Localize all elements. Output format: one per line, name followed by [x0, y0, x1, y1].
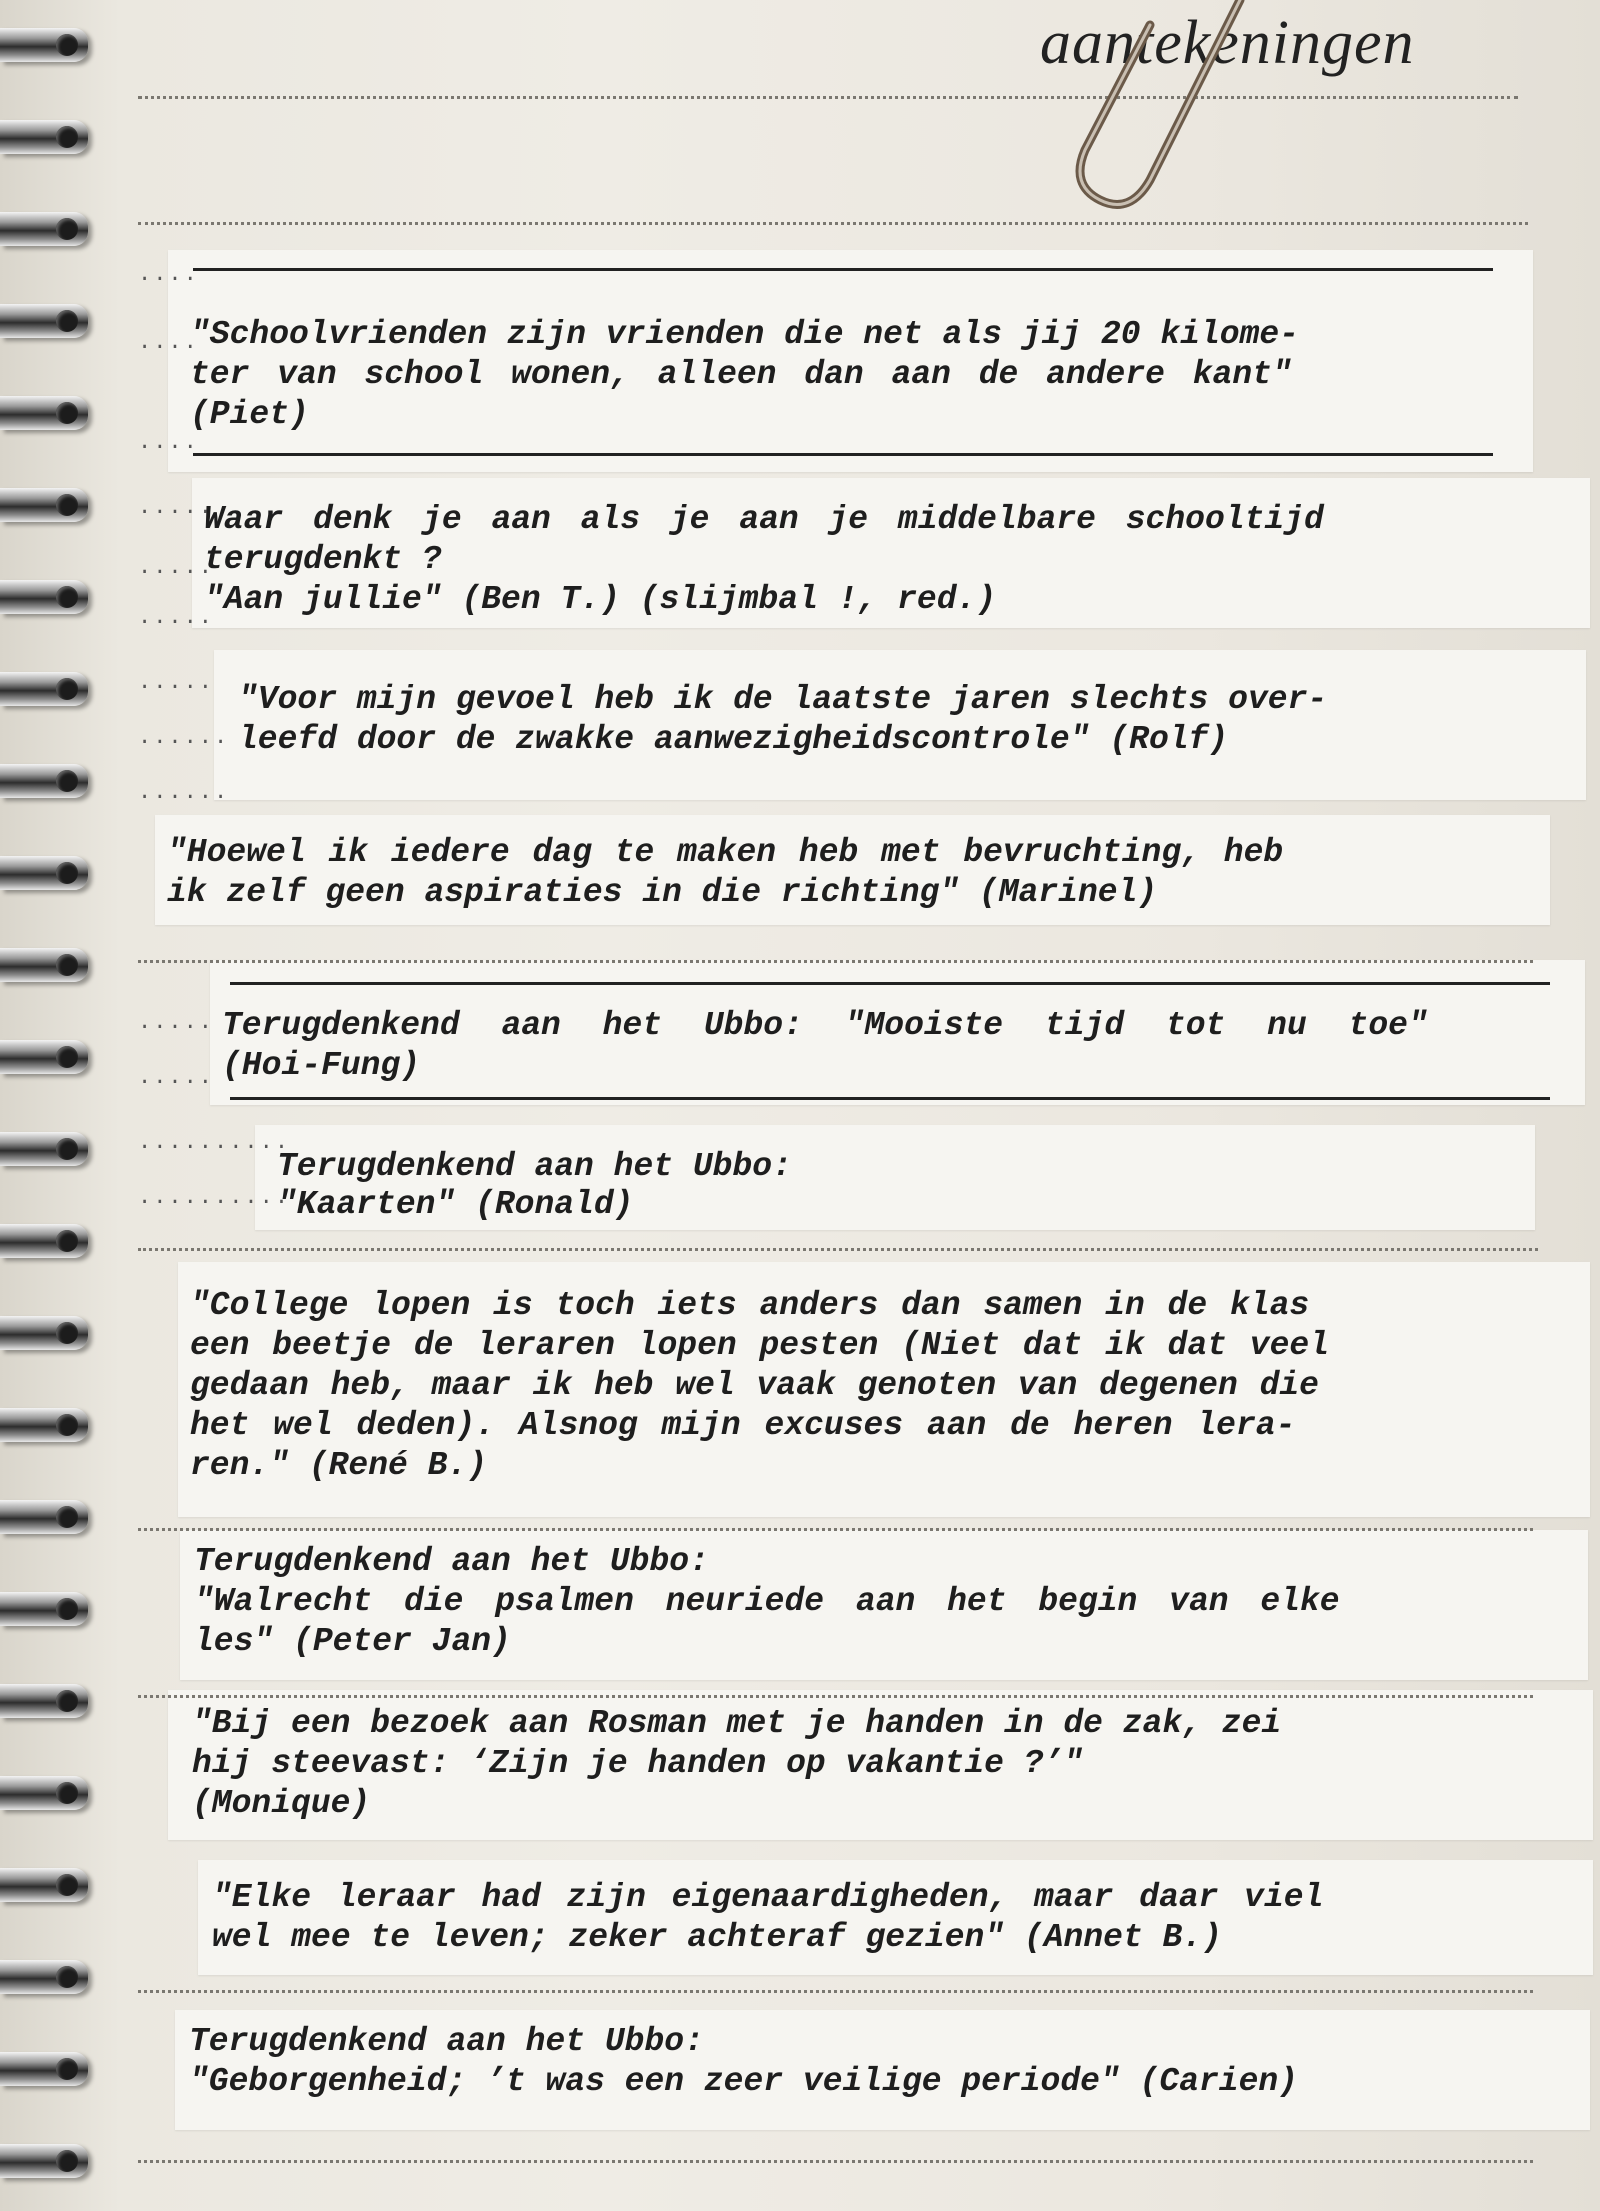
quote-line: Terugdenkend aan het Ubbo:: [194, 1543, 709, 1580]
quote-line: (Hoi-Fung): [222, 1047, 421, 1084]
spiral-coil: [0, 1868, 88, 1902]
quote-line: terugdenkt ?: [204, 541, 442, 578]
quote-slip: [168, 1690, 1593, 1840]
quote-line: (Piet): [190, 396, 309, 433]
spiral-coil: [0, 856, 88, 890]
paperclip-icon: [1030, 0, 1270, 230]
dotted-line: [138, 1528, 1533, 1531]
margin-dots: ....: [138, 330, 199, 355]
page-title: aantekeningen: [1040, 9, 1415, 77]
quote-line: (Monique): [192, 1785, 371, 1822]
quote-line: "Kaarten" (Ronald): [277, 1186, 634, 1223]
spiral-coil: [0, 1040, 88, 1074]
spiral-coil: [0, 2144, 88, 2178]
quote-line: "Schoolvrienden zijn vrienden die net als jij 20 kilome-: [190, 316, 1299, 353]
quote-line: "Elke leraar had zijn eigenaardigheden, maar daar viel: [212, 1879, 1324, 1916]
margin-dots: .....: [138, 605, 215, 630]
quote-line: "Aan jullie" (Ben T.) (slijmbal !, red.): [204, 581, 997, 618]
quote-line: "College lopen is toch iets anders dan samen in de klas: [190, 1287, 1310, 1324]
quote-slip: [175, 2010, 1590, 2130]
quote-line: "Bij een bezoek aan Rosman met je handen in de zak, zei: [192, 1705, 1282, 1742]
quote-slip: [214, 650, 1586, 800]
dotted-line: [138, 960, 1533, 963]
spiral-coil: [0, 1408, 88, 1442]
rule-line: [230, 1097, 1550, 1100]
quote-line: het wel deden). Alsnog mijn excuses aan de heren lera-: [190, 1407, 1296, 1444]
spiral-coil: [0, 120, 88, 154]
spiral-coil: [0, 1500, 88, 1534]
spiral-coil: [0, 488, 88, 522]
quote-line: wel mee te leven; zeker achteraf gezien" (Annet B.): [212, 1919, 1222, 1956]
quote-slip: [210, 960, 1585, 1105]
spiral-coil: [0, 1316, 88, 1350]
margin-dots: ....: [138, 262, 199, 287]
spiral-coil: [0, 304, 88, 338]
dotted-line: [138, 2160, 1533, 2163]
quote-line: "Hoewel ik iedere dag te maken heb met bevruchting, heb: [167, 834, 1284, 871]
spiral-coil: [0, 672, 88, 706]
quote-line: ter van school wonen, alleen dan aan de andere kant": [190, 356, 1292, 393]
spiral-binding: [0, 0, 110, 2211]
quote-slip: [198, 1860, 1593, 1975]
quote-slip: [180, 1530, 1588, 1680]
margin-dots: .....: [138, 1065, 215, 1090]
quote-slip: [178, 1262, 1590, 1517]
margin-dots: ......: [138, 780, 230, 805]
spiral-coil: [0, 396, 88, 430]
quote-slip: [168, 250, 1533, 472]
spiral-coil: [0, 1684, 88, 1718]
margin-dots: .....: [138, 495, 215, 520]
spiral-coil: [0, 1132, 88, 1166]
margin-dots: ....: [138, 430, 199, 455]
dotted-line: [138, 96, 1518, 99]
spiral-coil: [0, 1776, 88, 1810]
quote-line: les" (Peter Jan): [194, 1623, 511, 1660]
quote-line: hij steevast: ‘Zijn je handen op vakantie ?’": [192, 1745, 1084, 1782]
margin-dots: ..........: [138, 1185, 291, 1210]
dotted-line: [138, 222, 1528, 225]
margin-dots: .....: [138, 555, 215, 580]
quote-line: "Walrecht die psalmen neuriede aan het begin van elke: [194, 1583, 1340, 1620]
quote-slip: [255, 1125, 1535, 1230]
quote-line: ik zelf geen aspiraties in die richting" (Marinel): [167, 874, 1158, 911]
spiral-coil: [0, 948, 88, 982]
quote-line: "Geborgenheid; ’t was een zeer veilige periode" (Carien): [189, 2063, 1298, 2100]
quote-line: Terugdenkend aan het Ubbo: "Mooiste tijd tot nu toe": [222, 1007, 1428, 1044]
spiral-coil: [0, 1224, 88, 1258]
spiral-coil: [0, 212, 88, 246]
quote-line: leefd door de zwakke aanwezigheidscontrole" (Rolf): [238, 721, 1229, 758]
spiral-coil: [0, 1960, 88, 1994]
dotted-line: [138, 1695, 1533, 1698]
margin-dots: ......: [138, 725, 230, 750]
quote-line: ren." (René B.): [190, 1447, 488, 1484]
dotted-line: [138, 1990, 1533, 1993]
margin-dots: ..........: [138, 1130, 291, 1155]
spiral-coil: [0, 28, 88, 62]
rule-line: [230, 982, 1550, 985]
quote-slip: [155, 815, 1550, 925]
spiral-coil: [0, 580, 88, 614]
quote-line: gedaan heb, maar ik heb wel vaak genoten van degenen die: [190, 1367, 1319, 1404]
quote-line: Terugdenkend aan het Ubbo:: [277, 1148, 792, 1185]
quote-line: Waar denk je aan als je aan je middelbare schooltijd: [204, 501, 1324, 538]
spiral-coil: [0, 764, 88, 798]
rule-line: [193, 453, 1493, 456]
quote-slip: [192, 478, 1590, 628]
margin-dots: .....: [138, 670, 215, 695]
margin-dots: .....: [138, 1010, 215, 1035]
spiral-coil: [0, 1592, 88, 1626]
quote-line: "Voor mijn gevoel heb ik de laatste jaren slechts over-: [238, 681, 1328, 718]
quote-line: een beetje de leraren lopen pesten (Niet dat ik dat veel: [190, 1327, 1329, 1364]
spiral-coil: [0, 2052, 88, 2086]
rule-line: [193, 268, 1493, 271]
quote-line: Terugdenkend aan het Ubbo:: [189, 2023, 704, 2060]
dotted-line: [138, 1248, 1538, 1251]
